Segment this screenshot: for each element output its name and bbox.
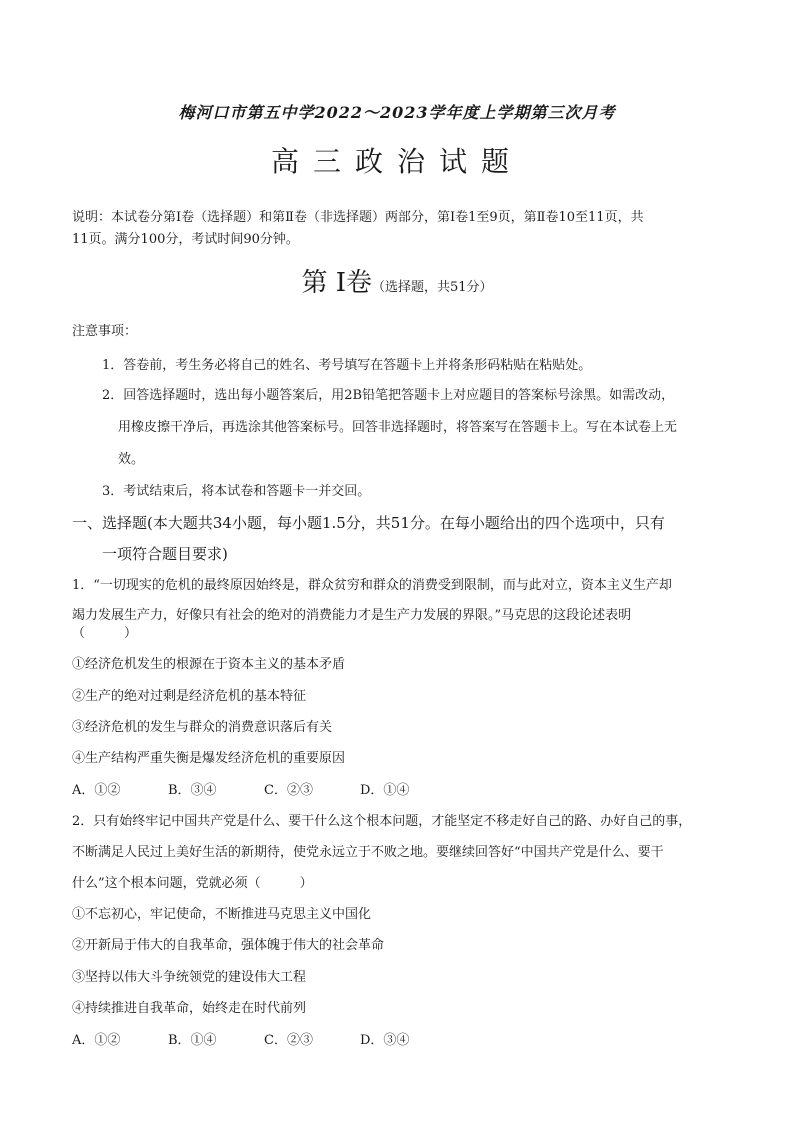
q1-option-a: A．①② [72,783,121,798]
q2-option-c: C．②③ [264,1033,313,1048]
q2-option-b: B．①④ [168,1033,217,1048]
intro-line-1: 说明：本试卷分第Ⅰ卷（选择题）和第Ⅱ卷（非选择题）两部分，第Ⅰ卷1至9页，第Ⅱ卷10至11页，共 [72,210,644,225]
q1-stem-line-1: 1．“一切现实的危机的最终原因始终是，群众贫穷和群众的消费受到限制，而与此对立，资本主义生产却 [72,578,672,593]
part-1-subtitle: （选择题，共51分） [372,280,493,295]
q2-stem-line-3: 什么”这个根本问题，党就必须（ ） [72,876,313,891]
notice-item-2-line-2: 用橡皮擦干净后，再选涂其他答案标号。回答非选择题时，将答案写在答题卡上。写在本试卷上无 [118,420,678,435]
notice-item-2-line-3: 效。 [118,452,145,467]
part-1-title-main: 第 Ⅰ卷 [301,268,372,298]
notices-heading: 注意事项： [72,324,138,339]
school-exam-header: 梅河口市第五中学2022～2023学年度上学期第三次月考 [178,103,616,122]
q1-stem-line-3: （ ） [72,626,138,641]
q1-option-d: D．①④ [360,783,410,798]
intro-line-2: 11页。满分100分，考试时间90分钟。 [72,232,299,247]
q1-statement-1: ①经济危机发生的根源在于资本主义的基本矛盾 [72,657,346,672]
q2-options [72,1031,456,1051]
q1-statement-4: ④生产结构严重失衡是爆发经济危机的重要原因 [72,751,346,766]
section-1-heading-line-1: 一、选择题(本大题共34小题，每小题1.5分，共51分。在每小题给出的四个选项中，只有 [72,514,665,532]
q1-statement-2: ②生产的绝对过剩是经济危机的基本特征 [72,689,307,704]
q2-statement-1: ①不忘初心，牢记使命，不断推进马克思主义中国化 [72,907,372,922]
q2-stem-line-1: 2．只有始终牢记中国共产党是什么、要干什么这个根本问题，才能坚定不移走好自己的路、办好自己的事， [72,814,692,829]
q2-option-d: D．③④ [360,1033,410,1048]
q2-stem-line-2: 不断满足人民过上美好生活的新期待，使党永远立于不败之地。要继续回答好“中国共产党是什么、要干 [72,845,664,860]
q1-option-b: B．③④ [168,783,217,798]
q1-stem-line-2: 竭力发展生产力，好像只有社会的绝对的消费能力才是生产力发展的界限。”马克思的这段论述表明 [72,608,632,623]
notice-item-2-line-1: 2．回答选择题时，选出每小题答案后，用2B铅笔把答题卡上对应题目的答案标号涂黑。如需改动， [102,388,675,403]
exam-title: 高三政治试题 [270,145,523,178]
q2-option-a: A．①② [72,1033,121,1048]
q1-option-c: C．②③ [264,783,313,798]
notice-item-3: 3．考试结束后，将本试卷和答题卡一并交回。 [102,484,371,499]
part-1-title [0,262,794,299]
notice-item-1: 1．答卷前，考生务必将自己的姓名、考号填写在答题卡上并将条形码粘贴在粘贴处。 [102,358,592,373]
q2-statement-4: ④持续推进自我革命，始终走在时代前列 [72,1001,307,1016]
section-1-heading-line-2: 一项符合题目要求) [102,545,228,563]
q1-options [72,781,456,801]
q2-statement-3: ③坚持以伟大斗争统领党的建设伟大工程 [72,970,307,985]
q1-statement-3: ③经济危机的发生与群众的消费意识落后有关 [72,720,333,735]
q2-statement-2: ②开新局于伟大的自我革命，强体魄于伟大的社会革命 [72,938,385,953]
